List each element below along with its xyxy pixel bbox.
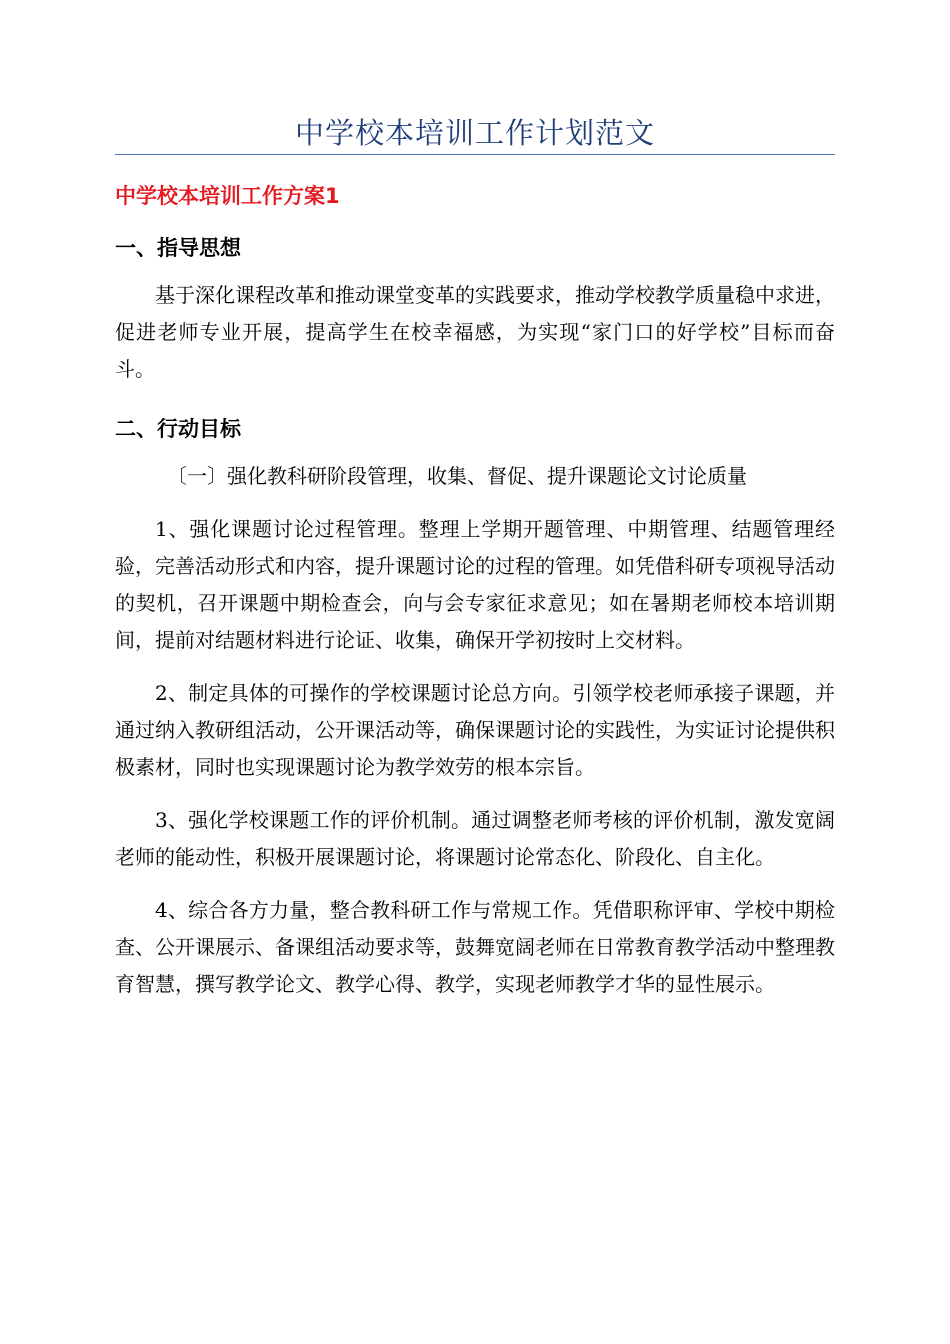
paragraph: 基于深化课程改革和推动课堂变革的实践要求，推动学校教学质量稳中求进，促进老师专业开展，提高学生在校幸福感，为实现“家门口的好学校”目标而奋斗。 [115, 283, 835, 381]
paragraph: 4、综合各方力量，整合教科研工作与常规工作。凭借职称评审、学校中期检查、公开课展示、备课组活动要求等，鼓舞宽阔老师在日常教育教学活动中整理教育智慧，撰写教学论文、教学心得、教学，实现老师教学才华的显性展示。 [115, 898, 835, 996]
plan-heading: 中学校本培训工作方案1 [115, 184, 340, 208]
document-title: 中学校本培训工作计划范文 [294, 116, 655, 150]
title-underline [115, 154, 835, 155]
paragraph: 3、强化学校课题工作的评价机制。通过调整老师考核的评价机制，激发宽阔老师的能动性，积极开展课题讨论，将课题讨论常态化、阶段化、自主化。 [115, 808, 835, 869]
section-action-goals [115, 410, 835, 1003]
section-heading: 二、行动目标 [115, 417, 241, 441]
subsection-heading: 〔一〕强化教科研阶段管理，收集、督促、提升课题论文讨论质量 [167, 464, 747, 488]
document-body [115, 177, 835, 1019]
section-guiding-thought [115, 229, 835, 388]
paragraph: 2、制定具体的可操作的学校课题讨论总方向。引领学校老师承接子课题，并通过纳入教研组活动，公开课活动等，确保课题讨论的实践性，为实证讨论提供积极素材，同时也实现课题讨论为教学效劳的根本宗旨。 [115, 681, 835, 779]
section-heading: 一、指导思想 [115, 236, 241, 260]
paragraph: 1、强化课题讨论过程管理。整理上学期开题管理、中期管理、结题管理经验，完善活动形式和内容，提升课题讨论的过程的管理。如凭借科研专项视导活动的契机，召开课题中期检查会，向与会专家征求意见；如在暑期老师校本培训期间，提前对结题材料进行论证、收集，确保开学初按时上交材料。 [115, 517, 835, 652]
